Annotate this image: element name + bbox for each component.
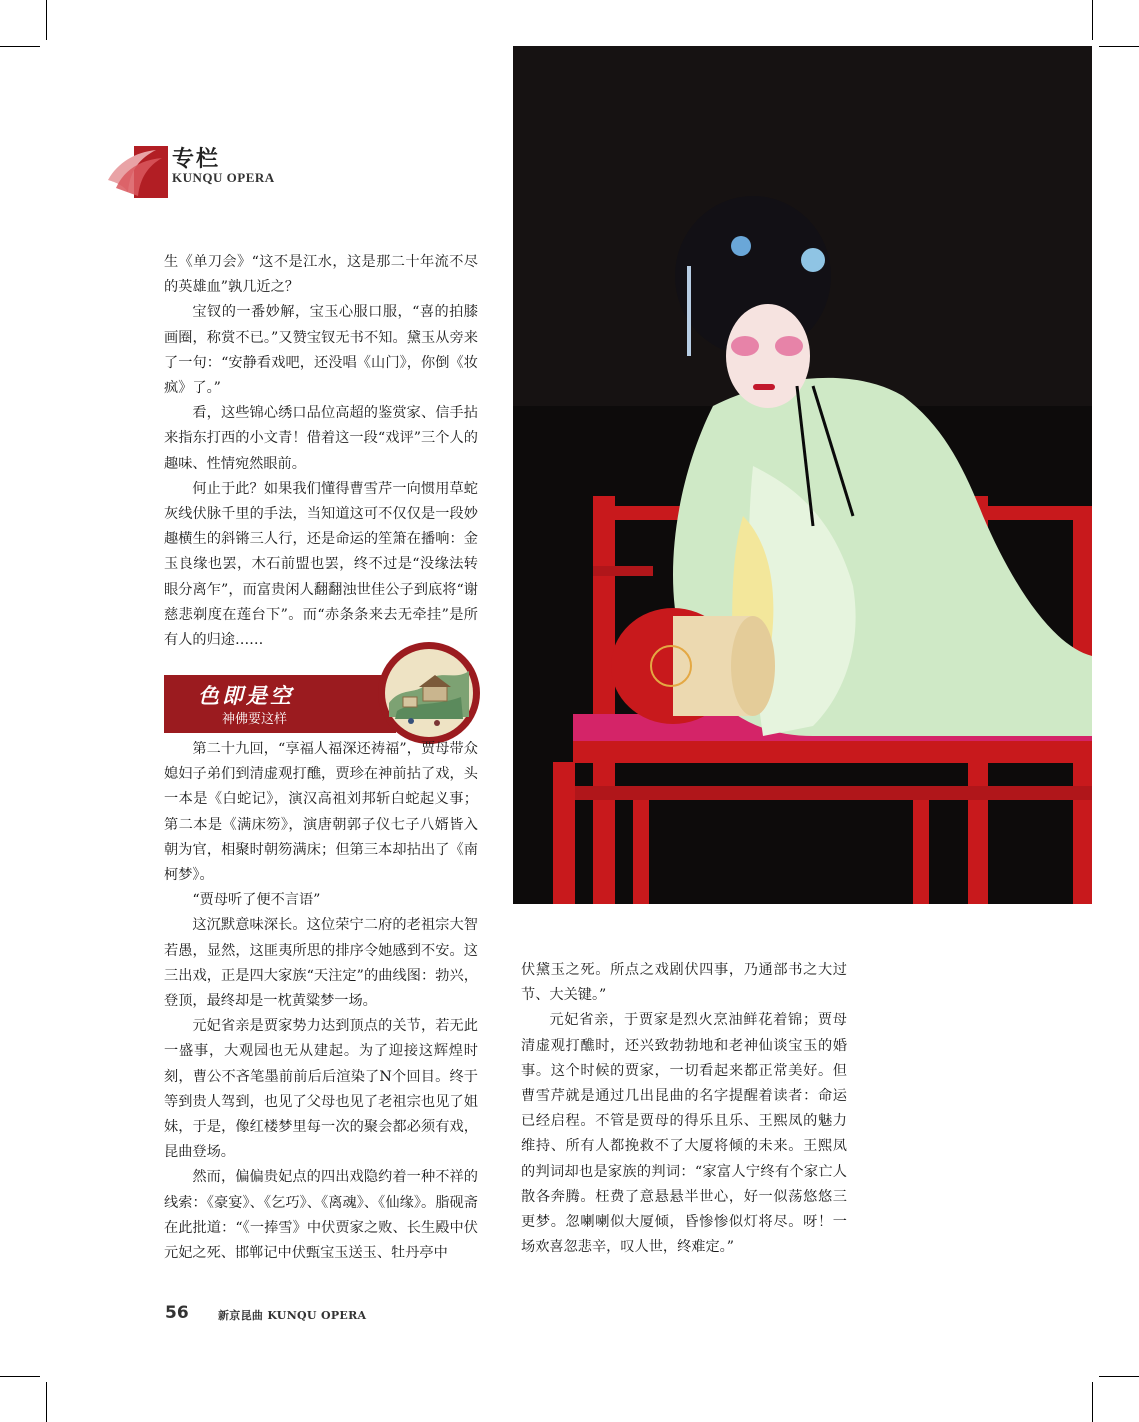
section-title: 色即是空	[198, 683, 294, 708]
paragraph: 元妃省亲是贾家势力达到顶点的关节，若无此一盛事，大观园也无从建起。为了迎接这辉煌时刻，曹公不吝笔墨前前后后渲染了N个回目。终于等到贵人驾到，也见了父母也见了老祖宗也见了姐妹，于是，像红楼梦里每一次的聚会都必须有戏，昆曲登场。	[164, 1018, 478, 1161]
crop-mark	[0, 46, 40, 47]
crop-mark	[46, 1382, 47, 1422]
kunqu-performer-photo	[513, 46, 1092, 904]
crop-mark	[46, 0, 47, 40]
column-header-decoration	[106, 140, 168, 198]
paragraph: 生《单刀会》“这不是江水，这是那二十年流不尽的英雄血”孰几近之？	[164, 254, 478, 296]
section-subtitle: 神佛要这样	[222, 712, 288, 727]
crop-mark	[0, 1376, 40, 1377]
page-number: 56	[165, 1303, 189, 1323]
paragraph: 伏黛玉之死。所点之戏剧伏四事，乃通部书之大过节、大关键。”	[521, 962, 847, 1004]
paragraph: 元妃省亲，于贾家是烈火烹油鲜花着锦；贾母清虚观打醮时，还兴致勃勃地和老神仙谈宝玉的婚事。这个时候的贾家，一切看起来都正常美好。但曹雪芹就是通过几出昆曲的名字提醒着读者：命运已经启程。不管是贾母的得乐且乐、王熙凤的魅力维持、所有人都挽救不了大厦将倾的未来。王熙凤的判词却也是家族的判词：“家富人宁终有个家亡人散各奔腾。枉费了意悬悬半世心，好一似荡悠悠三更梦。忽喇喇似大厦倾，昏惨惨似灯将尽。呀！一场欢喜忽悲辛，叹人世，终难定。”	[521, 1012, 847, 1256]
paragraph: 何止于此？如果我们懂得曹雪芹一向惯用草蛇灰线伏脉千里的手法，当知道这可不仅仅是一段妙趣横生的斜锵三人行，还是命运的笙箫在播响：金玉良缘也罢，木石前盟也罢，终不过是“没缘法转眼分离乍”，而富贵闲人翻翻浊世佳公子到底将“谢慈悲剃度在莲台下”。而“赤条条来去无牵挂”是所有人的归途……	[164, 480, 478, 649]
paragraph: 然而，偏偏贵妃点的四出戏隐约着一种不祥的线索：《豪宴》、《乞巧》、《离魂》、《仙缘》。脂砚斋在此批道：“《一捧雪》中伏贾家之败、长生殿中伏元妃之死、邯郸记中伏甄宝玉送玉、牡丹亭中	[164, 1169, 478, 1262]
crop-mark	[1099, 46, 1139, 47]
column-title: 专栏	[172, 147, 221, 172]
paragraph: “贾母听了便不言语”	[192, 892, 321, 909]
paragraph: 看，这些锦心绣口品位高超的鉴赏家、信手拈来指东打西的小文青！借着这一段“戏评”三个人的趣味、性情宛然眼前。	[164, 405, 478, 472]
crop-mark	[1092, 1382, 1093, 1422]
paragraph: 宝钗的一番妙解，宝玉心服口服，“喜的拍膝画圈，称赏不已。”又赞宝钗无书不知。黛玉从旁来了一句：“安静看戏吧，还没唱《山门》，你倒《妆疯》了。”	[164, 304, 478, 397]
painting-medallion	[377, 641, 481, 745]
column-subtitle: KUNQU OPERA	[172, 170, 275, 185]
paragraph: 第二十九回，“享福人福深还祷福”，贾母带众媳妇子弟们到清虚观打醮，贾珍在神前拈了戏，头一本是《白蛇记》，演汉高祖刘邦斩白蛇起义事；第二本是《满床笏》，演唐朝郭子仪七子八婿皆入朝为官，相聚时朝笏满床；但第三本却拈出了《南柯梦》。	[164, 741, 478, 884]
crop-mark	[1092, 0, 1093, 40]
magazine-name: 新京昆曲 KUNQU OPERA	[218, 1309, 367, 1322]
crop-mark	[1099, 1376, 1139, 1377]
text-column-lower-left	[164, 737, 478, 1266]
paragraph: 这沉默意味深长。这位荣宁二府的老祖宗大智若愚，显然，这匪夷所思的排序令她感到不安。这三出戏，正是四大家族“天注定”的曲线图：勃兴，登顶，最终却是一枕黄粱梦一场。	[164, 917, 478, 1010]
text-column-right	[521, 958, 847, 1260]
text-column-upper-left	[164, 250, 478, 653]
